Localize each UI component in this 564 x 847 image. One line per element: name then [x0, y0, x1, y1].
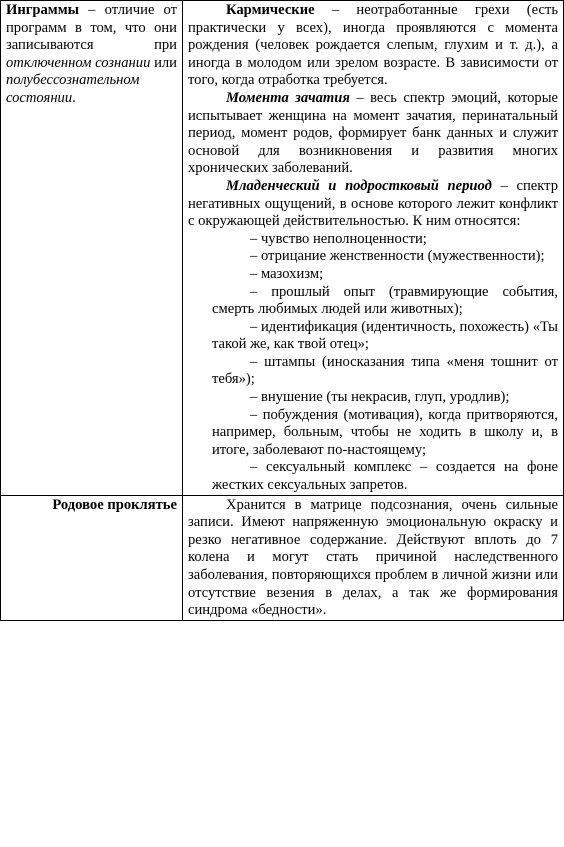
paragraph-generational-curse: Хранится в матрице подсознания, очень сильные записи. Имеют напряженную эмоциональную окраску и резко негативное содержание. Действуют вплоть до 7 колена и могут стать причиной наследственного заболевания, повторяющихся проблем в личной жизни или отсутствие везения в делах, а так же формирования синдрома «бедности».	[188, 496, 558, 619]
list-item: – отрицание женственности (мужественности);	[250, 248, 545, 265]
term-cell	[1, 1, 183, 496]
term-title: Инграммы	[6, 2, 80, 18]
paragraph-conception: Момента зачатия – весь спектр эмоций, которые испытывает женщина на момент зачатия, перинатальный период, момент родов, формирует банк данных и служит основой для возникновения и развития многих хронических заболеваний.	[188, 89, 558, 177]
term-karmic: Кармические	[226, 2, 315, 18]
list-item: – побуждения (мотивация), когда притворяются, например, больным, чтобы не ходить в школу и, в итоге, заболевают по-настоящему;	[212, 406, 558, 458]
paragraph-childhood: Младенческий и подростковый период – спектр негативных ощущений, в основе которого лежит конфликт с окружающей действительностью. К ним относятся:	[188, 177, 558, 230]
list-item: – прошлый опыт (травмирующие события, смерть любимых людей или животных);	[212, 283, 558, 318]
term-definition: Инграммы – отличие от программ в том, что они записываются при отключенном сознании или полубессознательном состоянии.	[6, 2, 178, 106]
paragraph-karmic: Кармические – неотработанные грехи (есть практически у всех), иногда проявляются с момента рождения (человек рождается слепым, глухим и т. д.), а иногда в молодом или зрелом возрасте. В зависимости от того, когда отработка требуется.	[188, 2, 558, 89]
list-item: – мазохизм;	[250, 265, 324, 282]
term-cell	[1, 495, 183, 620]
list-item: – штампы (иносказания типа «меня тошнит от тебя»);	[212, 353, 558, 388]
table-row	[1, 1, 564, 496]
description-cell	[183, 1, 564, 496]
term-conception: Момента зачатия	[226, 89, 350, 106]
term-childhood: Младенческий и подростковый период	[226, 177, 492, 194]
list-item: – чувство неполноценности;	[250, 230, 427, 247]
list-item: – идентификация (идентичность, похожесть) «Ты такой же, как твой отец»;	[212, 318, 558, 353]
table-row	[1, 495, 564, 620]
list-item: – внушение (ты некрасив, глуп, уродлив);	[250, 389, 510, 406]
list-item: – сексуальный комплекс – создается на фоне жестких сексуальных запретов.	[212, 459, 558, 494]
term-generational-curse: Родовое проклятье	[52, 496, 177, 513]
description-cell	[183, 495, 564, 620]
